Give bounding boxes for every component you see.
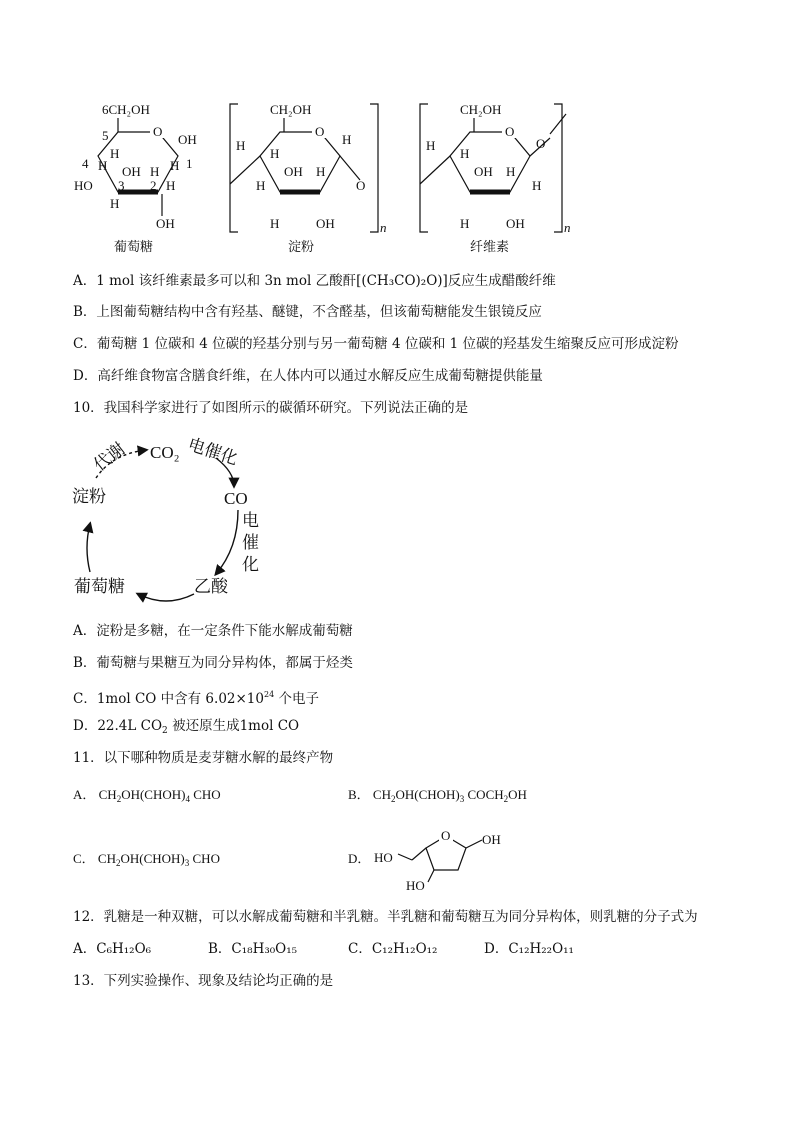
svg-text:H: H xyxy=(532,178,542,193)
svg-text:H: H xyxy=(110,196,120,211)
svg-text:CH₂OH: CH₂OH xyxy=(460,102,502,117)
q11-b-pre: CH xyxy=(372,787,391,802)
svg-text:3: 3 xyxy=(118,178,125,193)
svg-text:H: H xyxy=(256,178,266,193)
q11-option-c: C． $CH_2OH(CHOH)_3$ CHO xyxy=(73,851,220,868)
svg-text:6CH₂OH: 6CH₂OH xyxy=(102,102,150,117)
q11-c-pre: CH xyxy=(97,851,116,866)
svg-text:OH: OH xyxy=(284,164,303,179)
svg-text:OH: OH xyxy=(474,164,493,179)
cycle-ec-1: 电 xyxy=(242,511,259,531)
q10-option-c xyxy=(73,686,319,708)
q11-c-mid: OH(CHOH) xyxy=(120,851,185,866)
svg-text:H: H xyxy=(110,146,120,161)
svg-text:H: H xyxy=(506,164,516,179)
svg-text:OH: OH xyxy=(122,164,141,179)
q11-option-d-label: D． xyxy=(348,851,371,866)
q9-option-c: C．葡萄糖 1 位碳和 4 位碳的羟基分别与另一葡萄糖 4 位碳和 1 位碳的羟基发生缩聚反应可形成淀粉 xyxy=(73,336,679,352)
furanose-structure xyxy=(370,818,520,898)
q11-a-post: CHO xyxy=(189,787,221,802)
q12-option-c: C．C₁₂H₁₂O₁₂ xyxy=(348,941,438,957)
svg-text:1: 1 xyxy=(186,156,193,171)
q11-a-label: A． xyxy=(73,787,96,802)
q11-c-post: CHO xyxy=(189,851,220,866)
svg-text:2: 2 xyxy=(150,178,157,193)
starch-structure xyxy=(230,102,387,255)
q11-a-pre: CH xyxy=(98,787,117,802)
svg-text:CH₂OH: CH₂OH xyxy=(270,102,312,117)
q11-b-end: OH xyxy=(508,787,527,802)
cycle-metabolism: 代谢 xyxy=(90,439,130,476)
glucose-caption: 葡萄糖 xyxy=(114,240,154,255)
svg-text:H: H xyxy=(150,164,160,179)
q11-option-b: B． $CH_2OH(CHOH)_3$ $COCH_2OH$ xyxy=(348,787,527,804)
q11-b-post: COCH xyxy=(464,787,504,802)
q10-option-b: B．葡萄糖与果糖互为同分异构体，都属于烃类 xyxy=(73,655,353,671)
q13-stem: 13．下列实验操作、现象及结论均正确的是 xyxy=(73,973,334,989)
q12-option-b: B．C₁₈H₃₀O₁₅ xyxy=(208,941,298,957)
svg-text:O: O xyxy=(356,178,366,193)
ring-oh: OH xyxy=(482,832,501,847)
svg-text:OH: OH xyxy=(506,216,525,231)
q11-c-sub: 3 xyxy=(184,858,190,868)
q10-option-d-pre: D．22.4L CO xyxy=(73,718,163,734)
carbon-cycle-diagram xyxy=(66,428,306,618)
q10-option-d xyxy=(73,717,299,740)
cellulose-structure xyxy=(420,102,571,255)
q10-stem: 10．我国科学家进行了如图所示的碳循环研究。下列说法正确的是 xyxy=(73,400,469,416)
q12-stem: 12．乳糖是一种双糖，可以水解成葡萄糖和半乳糖。半乳糖和葡萄糖互为同分异构体，则乳糖的分子式为 xyxy=(73,909,698,925)
svg-text:OH: OH xyxy=(156,216,175,231)
svg-text:O: O xyxy=(153,124,163,139)
svg-text:HO: HO xyxy=(74,178,93,193)
svg-text:4: 4 xyxy=(82,156,89,171)
q9-option-d: D．高纤维食物富含膳食纤维，在人体内可以通过水解反应生成葡萄糖提供能量 xyxy=(73,368,543,384)
left-ho: HO xyxy=(374,850,393,865)
q9-option-a: A．1 mol 该纤维素最多可以和 3n mol 乙酸酐[(CH₃CO)₂O)]反应生成醋酸纤维 xyxy=(73,273,556,289)
cycle-ec-2: 催 xyxy=(242,533,259,553)
cycle-electrocatalysis: 电催化 xyxy=(185,434,241,470)
svg-text:OH: OH xyxy=(178,132,197,147)
q11-a-sub: 4 xyxy=(185,794,190,804)
cycle-glucose: 葡萄糖 xyxy=(74,577,125,597)
glucose-structure xyxy=(74,102,197,255)
q11-b-sub: 3 xyxy=(459,794,465,804)
svg-text:H: H xyxy=(270,146,280,161)
q10-option-c-sup: 24 xyxy=(263,690,275,699)
q10-option-d-sub: 2 xyxy=(162,726,168,736)
q11-b-label: B． xyxy=(348,787,370,802)
cellulose-caption: 纤维素 xyxy=(470,240,510,255)
svg-text:H: H xyxy=(316,164,326,179)
starch-n-label: n xyxy=(380,220,387,235)
q11-c-label: C． xyxy=(73,851,95,866)
svg-text:H: H xyxy=(460,146,470,161)
q10-option-c-post: 个电子 xyxy=(274,691,319,707)
q10-option-d-post: 被还原生成1mol CO xyxy=(167,718,300,734)
q11-stem: 11．以下哪种物质是麦芽糖水解的最终产物 xyxy=(73,750,334,766)
cycle-starch: 淀粉 xyxy=(72,487,106,507)
cycle-ec-3: 化 xyxy=(242,555,259,575)
svg-text:H: H xyxy=(170,158,180,173)
q10-option-a: A．淀粉是多糖，在一定条件下能水解成葡萄糖 xyxy=(73,623,353,639)
svg-text:5: 5 xyxy=(102,128,109,143)
svg-text:O: O xyxy=(315,124,325,139)
q12-option-d: D．C₁₂H₂₂O₁₁ xyxy=(484,941,574,957)
svg-text:H: H xyxy=(460,216,470,231)
svg-text:OH: OH xyxy=(316,216,335,231)
q10-option-c-pre: C．1mol CO 中含有 6.02×10 xyxy=(73,691,264,707)
q12-option-a: A．C₆H₁₂O₆ xyxy=(73,941,152,957)
svg-text:H: H xyxy=(342,132,352,147)
cycle-co2: CO₂ xyxy=(150,443,180,462)
svg-text:H: H xyxy=(426,138,436,153)
starch-caption: 淀粉 xyxy=(288,240,315,255)
q11-b-mid: OH(CHOH) xyxy=(395,787,460,802)
sugar-structures-figure xyxy=(70,98,590,258)
cellulose-n-label: n xyxy=(564,220,571,235)
q9-option-b: B．上图葡萄糖结构中含有羟基、醚键，不含醛基，但该葡萄糖能发生银镜反应 xyxy=(73,304,542,320)
q11-a-mid: OH(CHOH) xyxy=(121,787,186,802)
svg-text:O: O xyxy=(536,136,546,151)
q11-option-a: A． $CH_2OH(CHOH)_4$ CHO xyxy=(73,787,221,804)
cycle-acetic-acid: 乙酸 xyxy=(194,577,228,597)
cycle-co: CO xyxy=(224,489,248,508)
svg-text:H: H xyxy=(166,178,176,193)
svg-text:H: H xyxy=(236,138,246,153)
svg-text:H: H xyxy=(98,158,108,173)
ring-oxygen: O xyxy=(441,828,451,843)
svg-text:H: H xyxy=(270,216,280,231)
svg-text:O: O xyxy=(505,124,515,139)
bottom-ho: HO xyxy=(406,878,425,893)
